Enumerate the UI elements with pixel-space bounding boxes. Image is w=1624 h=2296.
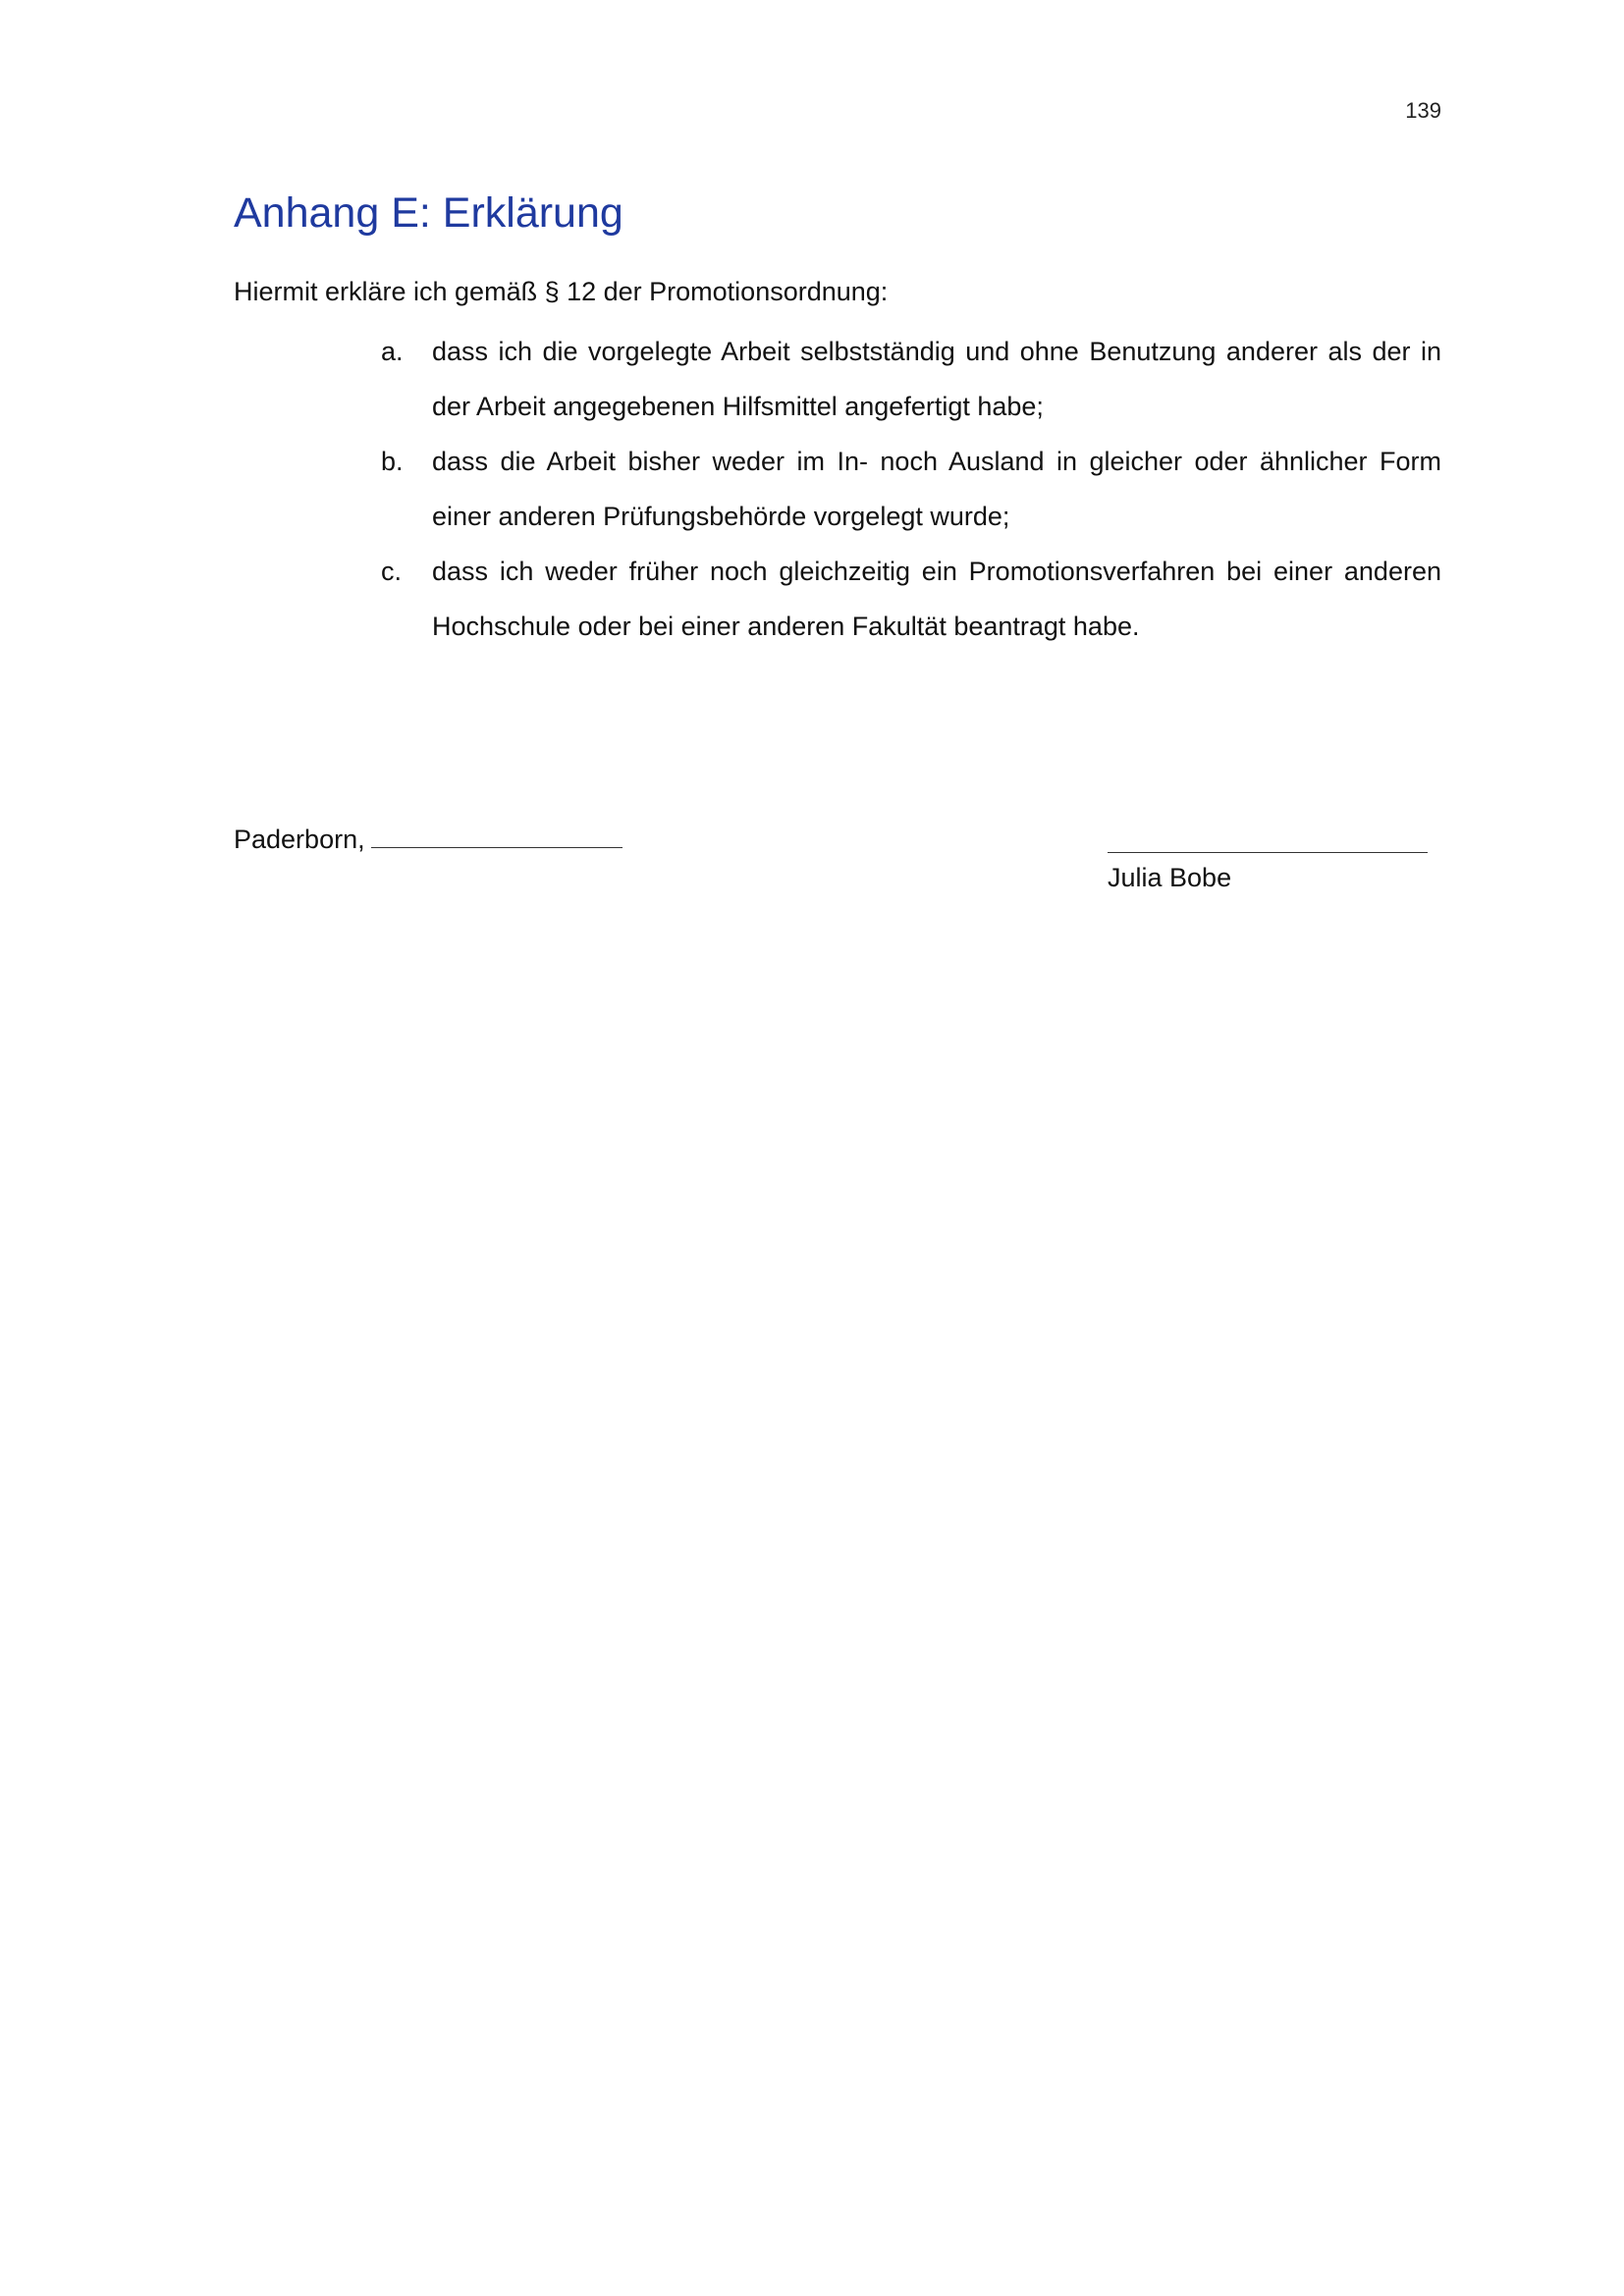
intro-text: Hiermit erkläre ich gemäß § 12 der Promotionsordnung: xyxy=(234,277,889,306)
declaration-item-b xyxy=(381,434,1441,544)
list-marker: a. xyxy=(381,337,404,366)
declaration-list xyxy=(381,324,1441,654)
declaration-item-c xyxy=(381,544,1441,654)
declaration-text: dass ich die vorgelegte Arbeit selbstständig und ohne Benutzung anderer als der in der Arbeit angegebenen Hilfsmittel angefertigt habe; xyxy=(432,337,1441,421)
date-line xyxy=(371,828,623,848)
signature-line xyxy=(1108,825,1428,853)
signature-block xyxy=(1108,825,1428,893)
page-number: 139 xyxy=(1405,98,1441,123)
signer-name: Julia Bobe xyxy=(1108,863,1232,892)
place-label: Paderborn, xyxy=(234,825,365,854)
page-title: Anhang E: Erklärung xyxy=(234,189,623,237)
list-marker: b. xyxy=(381,447,404,476)
declaration-text: dass ich weder früher noch gleichzeitig ein Promotionsverfahren bei einer anderen Hochschule oder bei einer anderen Fakultät beantragt habe. xyxy=(432,557,1441,641)
declaration-text: dass die Arbeit bisher weder im In- noch Ausland in gleicher oder ähnlicher Form einer anderen Prüfungsbehörde vorgelegt wurde; xyxy=(432,447,1441,531)
list-marker: c. xyxy=(381,557,403,586)
place-date-block xyxy=(234,825,623,855)
declaration-item-a xyxy=(381,324,1441,434)
